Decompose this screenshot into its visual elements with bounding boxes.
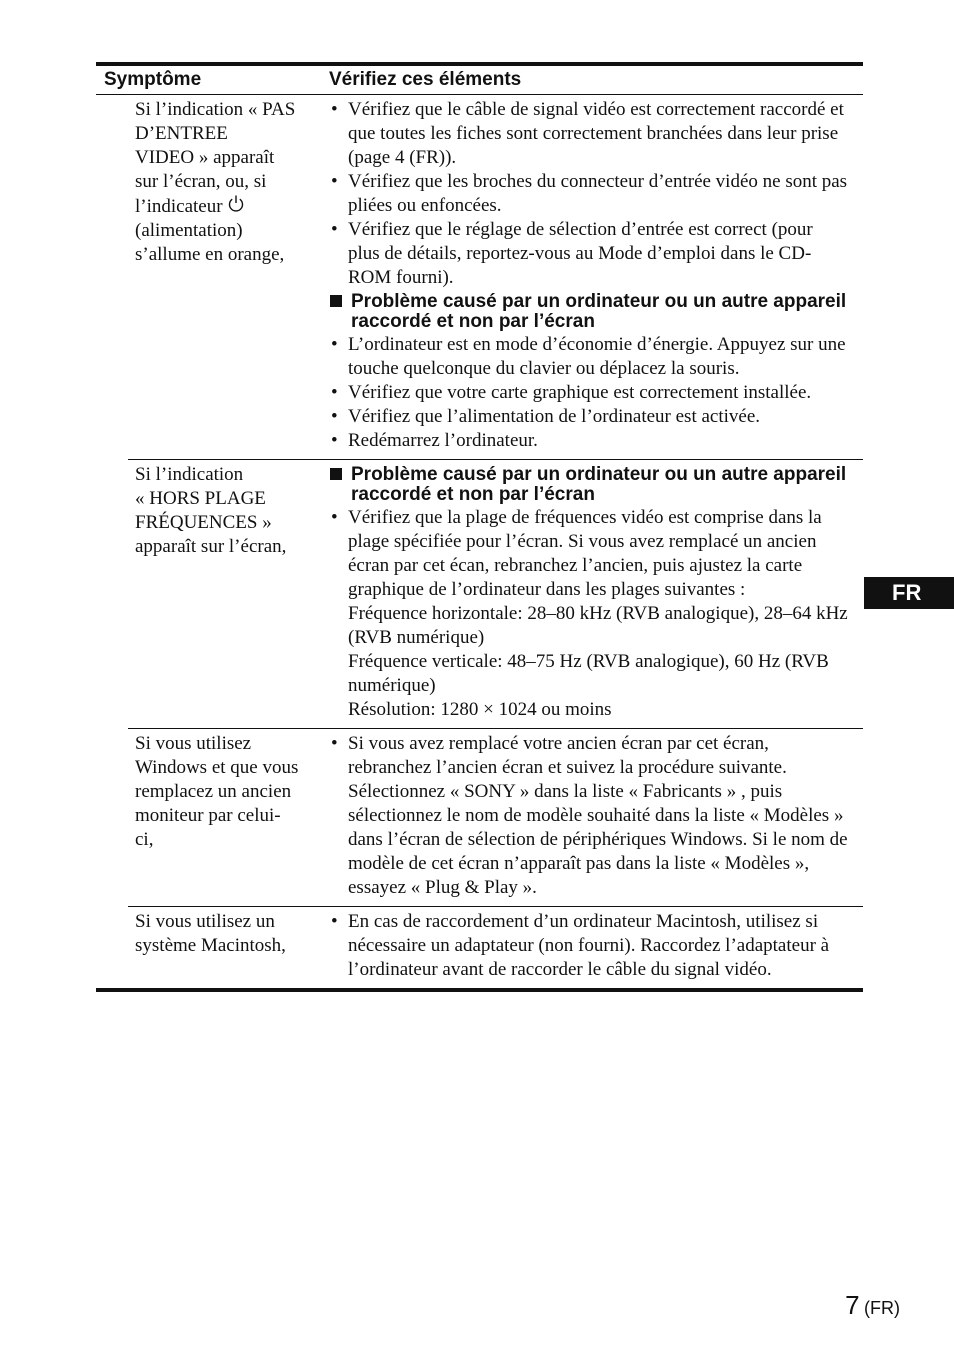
language-tab: FR: [864, 577, 954, 609]
troubleshooting-table: [96, 62, 863, 992]
list-item: • Vérifiez que les broches du connecteur d’entrée vidéo ne sont pas pliées ou enfoncées.: [329, 170, 849, 218]
power-icon: [227, 194, 245, 214]
symptom-cell: Si vous utilisez un système Macintosh,: [135, 911, 286, 956]
symptom-cell: Si vous utilisez Windows et que vous remplacez un ancien moniteur par celui- ci,: [135, 733, 299, 850]
table-row: [128, 460, 863, 729]
list-item: • Vérifiez que le réglage de sélection d’entrée est correct (pour plus de détails, reportez-vous au Mode d’emploi dans le CD-ROM fourni).: [329, 218, 849, 290]
subheading: Problème causé par un ordinateur ou un autre appareil raccordé et non par l’écran: [329, 292, 849, 332]
subheading: Problème causé par un ordinateur ou un autre appareil raccordé et non par l’écran: [329, 465, 849, 505]
list-item: • Si vous avez remplacé votre ancien écran par cet écran, rebranchez l’ancien écran et suivez la procédure suivante. Sélectionnez « SONY » dans la liste « Fabricants » , puis sélectionnez le nom de modèle souhaité dans la liste « Modèles » dans l’écran de sélection de périphériques Windows. Si le nom de modèle de cet écran n’apparaît pas dans la liste « Modèles », essayez « Plug & Play ».: [329, 732, 849, 900]
list-item: • L’ordinateur est en mode d’économie d’énergie. Appuyez sur une touche quelconque du clavier ou déplacez la souris.: [329, 333, 849, 381]
frequency-horizontal: Fréquence horizontale: 28–80 kHz (RVB analogique), 28–64 kHz (RVB numérique): [348, 603, 848, 648]
table-row: [128, 729, 863, 907]
header-check: Vérifiez ces éléments: [329, 69, 522, 90]
check-cell: [329, 907, 863, 988]
table-bottom-rule: [96, 988, 863, 992]
symptom-cell: Si l’indication « PAS D’ENTREE VIDEO » apparaît sur l’écran, ou, si l’indicateur (alimentation) s’allume en orange,: [135, 99, 296, 265]
table-row: [128, 95, 863, 460]
list-item: • Vérifiez que votre carte graphique est correctement installée.: [329, 381, 849, 405]
check-cell: [329, 95, 863, 459]
page-number: 7 (FR): [845, 1290, 900, 1320]
list-item: • Redémarrez l’ordinateur.: [329, 429, 849, 453]
list-item: • En cas de raccordement d’un ordinateur Macintosh, utilisez si nécessaire un adaptateur (non fourni). Raccordez l’adaptateur à l’ordinateur avant de raccorder le câble du signal vidéo.: [329, 910, 849, 982]
symptom-cell: Si l’indication « HORS PLAGE FRÉQUENCES » apparaît sur l’écran,: [135, 464, 287, 557]
square-bullet-icon: [330, 295, 342, 307]
list-item: • Vérifiez que l’alimentation de l’ordinateur est activée.: [329, 405, 849, 429]
frequency-vertical: Fréquence verticale: 48–75 Hz (RVB analogique), 60 Hz (RVB numérique): [348, 651, 829, 696]
check-cell: [329, 729, 863, 906]
table-row: [128, 907, 863, 988]
square-bullet-icon: [330, 468, 342, 480]
check-cell: [329, 460, 863, 728]
table-header: [96, 66, 863, 95]
list-item: • Vérifiez que le câble de signal vidéo est correctement raccordé et que toutes les fiches sont correctement branchées dans leur prise (page 4 (FR)).: [329, 98, 849, 170]
header-symptom: Symptôme: [104, 69, 202, 90]
list-item: • Vérifiez que la plage de fréquences vidéo est comprise dans la plage spécifiée pour l’écran. Si vous avez remplacé un ancien écran par cet écan, rebranchez l’ancien, puis ajustez la carte graphique de l’ordinateur dans les plages suivantes :: [329, 506, 849, 602]
resolution: Résolution: 1280 × 1024 ou moins: [348, 699, 612, 720]
